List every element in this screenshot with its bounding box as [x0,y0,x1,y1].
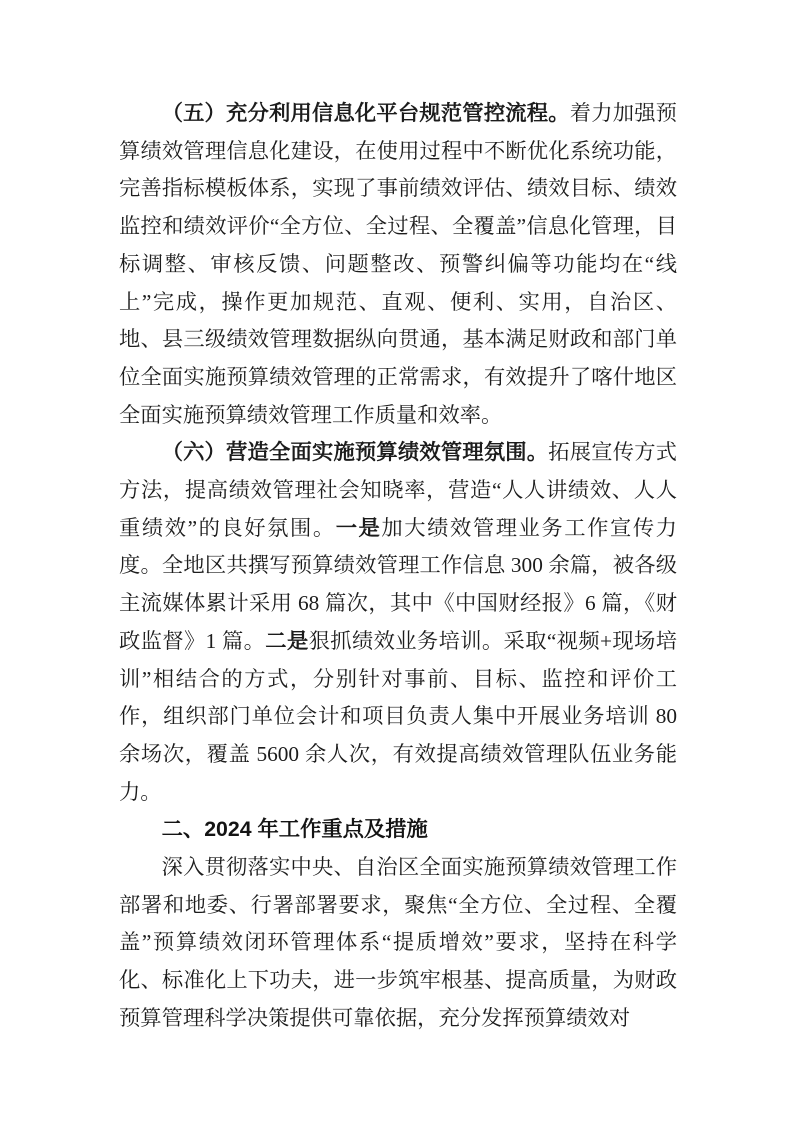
text-run: 拓展宣传方式方法，提高绩效管理社会知晓率，营造“人人讲绩效、人人重绩效”的良好氛围。 [119,440,677,540]
text-run: 狠抓绩效业务培训。采取“视频+现场培训”相结合的方式，分别针对事前、目标、监控和评价工作，组织部门单位会计和项目负责人集中开展业务培训 80 余场次，覆盖 5600 余人次，有效提高绩效管理队伍业务能力。 [119,628,677,804]
paragraph [119,434,677,811]
bold-text-run: 二、2024 年工作重点及措施 [161,817,428,842]
bold-text-run: 一是 [335,515,382,540]
paragraph [119,849,677,1038]
text-run: 深入贯彻落实中央、自治区全面实施预算绩效管理工作部署和地委、行署部署要求，聚焦“全方位、全过程、全覆盖”预算绩效闭环管理体系“提质增效”要求，坚持在科学化、标准化上下功夫，进一步筑牢根基、提高质量，为财政预算管理科学决策提供可靠依据，充分发挥预算绩效对 [119,855,677,1030]
text-run: 着力加强预算绩效管理信息化建设，在使用过程中不断优化系统功能，完善指标模板体系，实现了事前绩效评估、绩效目标、绩效监控和绩效评价“全方位、全过程、全覆盖”信息化管理，目标调整、审核反馈、问题整改、预警纠偏等功能均在“线上”完成，操作更加规范、直观、便利、实用，自治区、地、县三级绩效管理数据纵向贯通，基本满足财政和部门单位全面实施预算绩效管理的正常需求，有效提升了喀什地区全面实施预算绩效管理工作质量和效率。 [119,101,677,427]
document-body [119,95,677,1038]
bold-text-run: （六）营造全面实施预算绩效管理氛围。 [161,440,549,465]
bold-text-run: 二是 [265,628,309,653]
paragraph [119,95,677,434]
section-heading [119,811,677,849]
bold-text-run: （五）充分利用信息化平台规范管控流程。 [161,101,570,125]
text-run: 加大绩效管理业务工作宣传力度。全地区共撰写预算绩效管理工作信息 300 余篇，被各级主流媒体累计采用 68 篇次，其中《中国财经报》6 篇，《财政监督》1 篇。 [119,515,677,653]
